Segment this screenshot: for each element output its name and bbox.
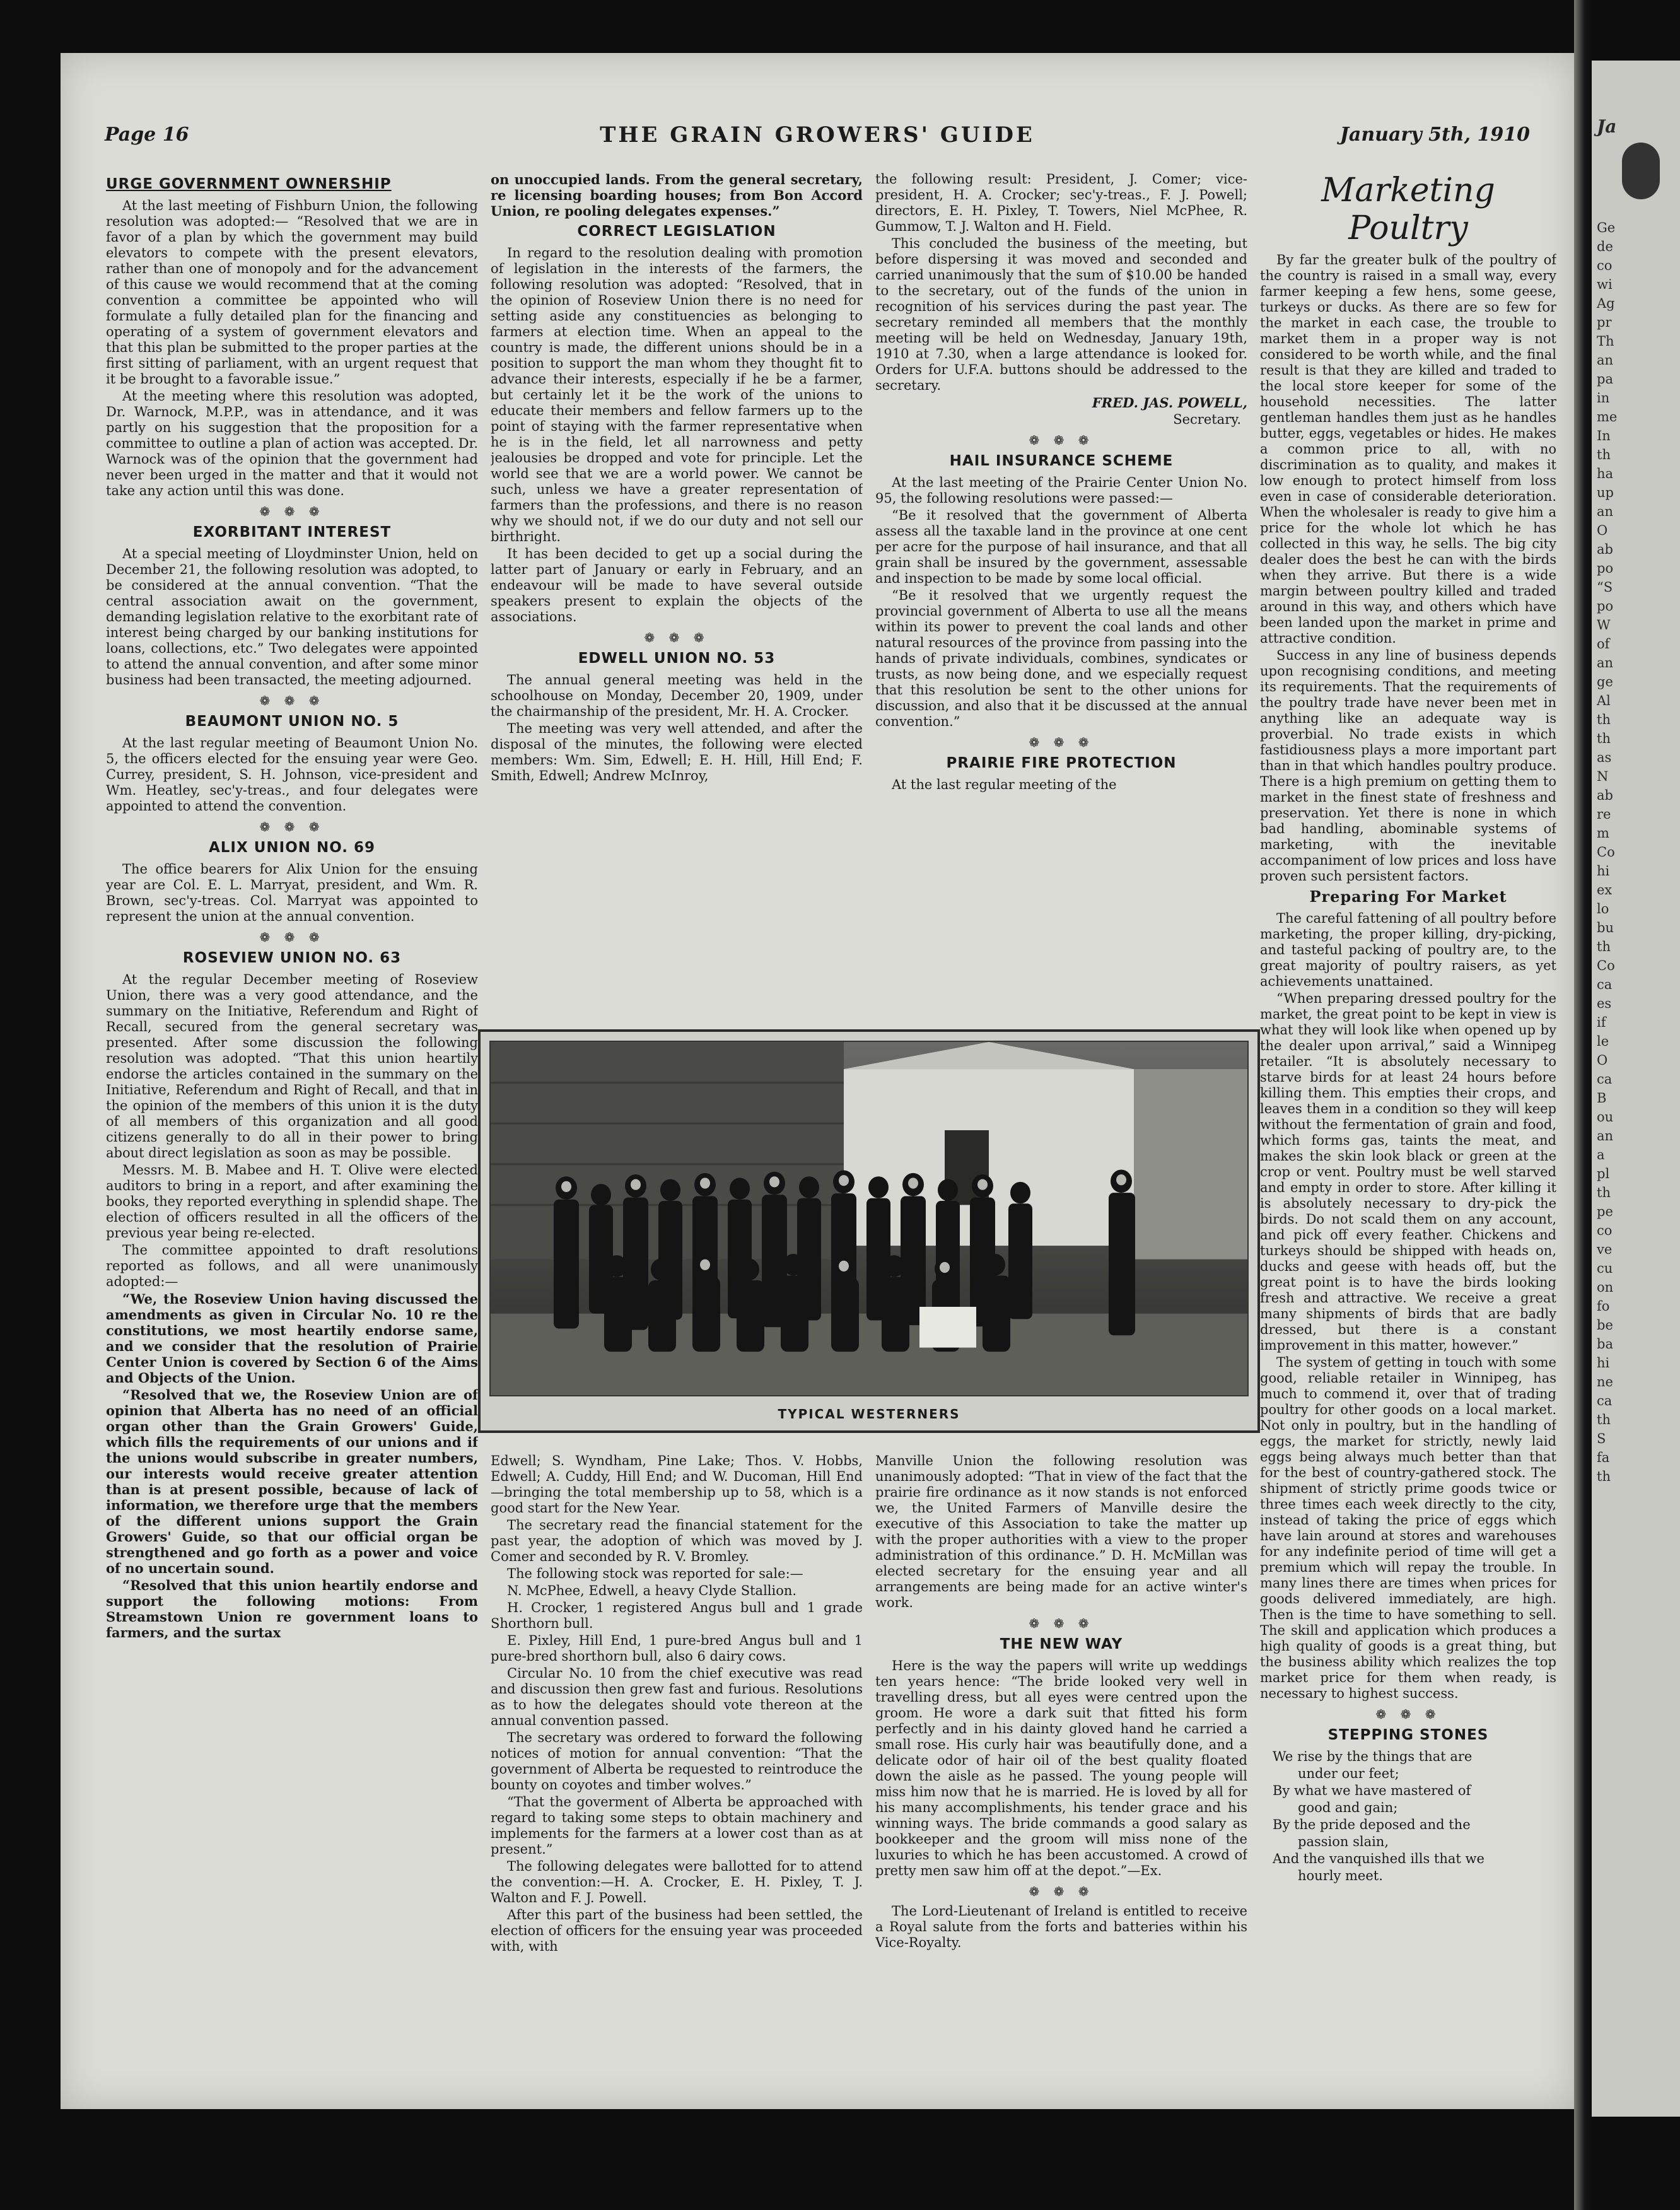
- adjacent-page-fragment: pl: [1597, 1166, 1610, 1181]
- section-divider: ❁ ❁ ❁: [1029, 1884, 1094, 1899]
- adjacent-page-fragment: po: [1597, 599, 1614, 614]
- column-3-continued: [875, 1453, 1247, 2090]
- adjacent-page-fragment: ge: [1597, 674, 1613, 689]
- adjacent-page-fragment: in: [1597, 390, 1610, 406]
- article-paragraph: “We, the Roseview Union having discussed the amendments as given in Circular No. 10 re the constitutions, we most heartily endorse same, and we consider that the resolution of Prairie Center Union is covered by Section 6 of the Aims and Objects of the Union.: [106, 1291, 478, 1386]
- article-paragraph: The system of getting in touch with some good, reliable retailer in Winnipeg, has much to commend it, over that of trading poultry for other goods on a local market. Not only in poultry, but in the handling of eggs, the market for strictly, newly laid eggs being always much better than that for the best of country-gathered stock. The shipment of strictly prime goods twice or three times each week directly to the city, instead of taking the price of eggs which have lain around at stores and warehouses for any indefinite period of time will get a premium which will repay the trouble. In many lines there are times when prices for goods delivered immediately, are high. Then is the time to have something to sell. The skill and application which produces a high quality of goods is a great thing, but the business ability which realizes the top market price for them when ready, is necessary to highest success.: [1260, 1355, 1556, 1701]
- adjacent-page-fragment: ba: [1597, 1336, 1613, 1352]
- adjacent-page-fragment: fa: [1597, 1450, 1610, 1465]
- section-divider: ❁ ❁ ❁: [259, 693, 325, 708]
- adjacent-page-text: [1597, 218, 1680, 1486]
- article-title-roseview-union: ROSEVIEW UNION NO. 63: [182, 950, 402, 966]
- article-title-correct-legislation: CORRECT LEGISLATION: [577, 223, 776, 240]
- article-paragraph: It has been decided to get up a social during the latter part of January or early in February, and an endeavour will be made to have several outside speakers present to explain the objects of the associations.: [491, 546, 863, 624]
- adjacent-page-fragment: up: [1597, 485, 1614, 500]
- adjacent-page-fragment: ca: [1597, 1072, 1613, 1087]
- article-paragraph: The secretary was ordered to forward the following notices of motion for annual convention: “That the government of Alberta be requested to reintroduce the bounty on coyotes and timber wolves.”: [491, 1730, 863, 1792]
- article-paragraph: N. McPhee, Edwell, a heavy Clyde Stallion.: [507, 1583, 797, 1598]
- article-paragraph: In regard to the resolution dealing with promotion of legislation in the interests of the farmers, the following resolution was adopted: “Resolved, that in the opinion of Roseview Union there is no need for setting aside any constituencies as belonging to farmers at election time. When an appeal to the country is made, the different unions should be in a position to support the man whom they thought fit to advance their interests, especially if he be a farmer, but certainly let it be the work of the unions to educate their members and fellow farmers up to the point of staying with the farmer representative when he is in the field, let all narrowness and petty jealousies be dropped and vote for principle. Let the world see that we are a world power. We cannot be such, unless we have a greater representation of farmers than the professions, and there is no reason why we should not, if we do our duty and not sell our birthright.: [491, 245, 863, 544]
- photograph-frame: [478, 1029, 1260, 1433]
- adjacent-page-portrait: [1622, 143, 1660, 199]
- article-paragraph: At the last meeting of Fishburn Union, the following resolution was adopted:— “Resolved that we are in favor of a plan by which the government may build elevators to compete with the present elevators, rather than one of monopoly and for the advancement of this cause we would recommend that at the coming convention a committee be appointed who will formulate a fully detailed plan for the financing and operating of a system of government elevators and that this plan be submitted to the proper parties at the first sitting of parliament, with an urgent request that it be brought to a favorable issue.”: [106, 198, 478, 387]
- adjacent-page-fragment: Co: [1597, 958, 1615, 973]
- article-title-alix-union: ALIX UNION NO. 69: [208, 839, 376, 856]
- article-paragraph: the following result: President, J. Comer; vice-president, H. A. Crocker; sec'y-treas., F. J. Powell; directors, E. H. Pixley, T. Towers, Niel McPhee, R. Gummow, T. J. Walton and H. Field.: [875, 172, 1247, 234]
- adjacent-page-fragment: th: [1597, 1185, 1611, 1200]
- poem-line: passion slain,: [1298, 1834, 1389, 1849]
- article-paragraph: Manville Union the following resolution was unanimously adopted: “That in view of the fact that the prairie fire ordinance as it now stands is not enforced we, the United Farmers of Manville desire the executive of this Association to take the matter up with the proper authorities with a view to the proper administration of this ordinance.” D. H. McMillan was elected secretary for the ensuing year and all arrangements are being made for an active winter's work.: [875, 1453, 1247, 1610]
- article-paragraph: The secretary read the financial statement for the past year, the adoption of which was moved by J. Comer and seconded by R. V. Bromley.: [491, 1517, 863, 1564]
- adjacent-page-fragment: Ge: [1597, 220, 1616, 235]
- article-paragraph: The annual general meeting was held in the schoolhouse on Monday, December 20, 1909, under the chairmanship of the president, Mr. H. A. Crocker.: [491, 672, 863, 719]
- section-divider: ❁ ❁ ❁: [1029, 433, 1094, 448]
- article-paragraph: The office bearers for Alix Union for the ensuing year are Col. E. L. Marryat, president, and Wm. R. Brown, sec'y-treas. Col. Marryat was appointed to represent the union at the annual convention.: [106, 862, 478, 924]
- adjacent-page-fragment: N: [1597, 769, 1609, 784]
- adjacent-page-fragment: th: [1597, 1412, 1611, 1427]
- adjacent-page-fragment: fo: [1597, 1299, 1610, 1314]
- section-divider: ❁ ❁ ❁: [259, 504, 325, 519]
- article-paragraph: The following delegates were ballotted for to attend the convention:—H. A. Crocker, E. H. Pixley, T. J. Walton and F. J. Powell.: [491, 1859, 863, 1905]
- article-paragraph: The meeting was very well attended, and after the disposal of the minutes, the following were elected members: Wm. Sim, Edwell; E. H. Hill, Hill End; F. Smith, Edwell; Andrew McInroy,: [491, 721, 863, 783]
- adjacent-page-fragment: ab: [1597, 542, 1613, 557]
- section-divider: ❁ ❁ ❁: [644, 630, 709, 645]
- adjacent-page-fragment: lo: [1597, 901, 1609, 916]
- article-paragraph: Edwell; S. Wyndham, Pine Lake; Thos. V. Hobbs, Edwell; A. Cuddy, Hill End; and W. Ducoman, Hill End—bringing the total membership up to 58, which is a good start for the New Year.: [491, 1453, 863, 1516]
- adjacent-page-fragment: Co: [1597, 845, 1615, 860]
- article-title-marketing-poultry: Marketing Poultry: [1321, 172, 1495, 247]
- signature-role: Secretary.: [1173, 412, 1241, 427]
- adjacent-page-fragment: m: [1597, 826, 1609, 841]
- adjacent-page-fragment: ca: [1597, 1393, 1613, 1408]
- newspaper-page: [61, 53, 1574, 2109]
- adjacent-page-fragment: me: [1597, 409, 1618, 424]
- poem-line: We rise by the things that are: [1273, 1749, 1473, 1764]
- adjacent-page-fragment: an: [1597, 1128, 1614, 1143]
- poem: [1260, 1749, 1556, 1884]
- adjacent-page-fragment: on: [1597, 1280, 1614, 1295]
- article-paragraph: By far the greater bulk of the poultry of the country is raised in a small way, every farmer keeping a few hens, some geese, turkeys or ducks. As there are so few for the market in each case, the trouble to market them in a proper way is not considered to be worth while, and the final result is that they are killed and traded to the local store keeper for some of the household necessities. The latter gentleman handles them just as he handles butter, eggs, vegetables or hides. He makes a common price to all, with no discrimination as to quality, and makes it low enough to protect himself from loss even in case of considerable deterioration. When the wholesaler is ready to give him a price for the whole lot which he has collected in this way, he sells. The big city dealer does the best he can with the birds when they arrive. But there is a wide margin between poultry killed and traded around in this way, and others which have been landed upon the market in prime and attractive condition.: [1260, 252, 1556, 646]
- adjacent-page-fragment: of: [1597, 636, 1610, 652]
- adjacent-page-fragment: ha: [1597, 466, 1614, 481]
- section-divider: ❁ ❁ ❁: [1375, 1707, 1441, 1722]
- adjacent-page-fragment: th: [1597, 1469, 1611, 1484]
- adjacent-page-fragment: pr: [1597, 315, 1612, 330]
- article-title-prairie-fire: PRAIRIE FIRE PROTECTION: [946, 755, 1177, 771]
- article-paragraph: on unoccupied lands. From the general secretary, re licensing boarding houses; from Bon Accord Union, re pooling delegates expenses.”: [491, 172, 863, 219]
- article-paragraph: Here is the way the papers will write up weddings ten years hence: “The bride looked very well in travelling dress, but all eyes were centred upon the groom. He wore a dark suit that fitted his form perfectly and in his dainty gloved hand he carried a small rose. His curly hair was beautifully done, and a delicate odor of hair oil of the best quality floated down the aisle as he passed. The young people will miss him now that he is married. He is loved by all for his many accomplishments, his tender grace and his winning ways. The bride commands a good salary as bookkeeper and the groom will miss none of the luxuries to which he has been accustomed. A crowd of pretty men saw him off at the depot.”—Ex.: [875, 1658, 1247, 1878]
- article-paragraph: H. Crocker, 1 registered Angus bull and 1 grade Shorthorn bull.: [491, 1600, 863, 1631]
- adjacent-page-fragment: pe: [1597, 1204, 1613, 1219]
- article-paragraph: The committee appointed to draft resolutions reported as follows, and all were unanimously adopted:—: [106, 1242, 478, 1289]
- section-divider: ❁ ❁ ❁: [259, 930, 325, 945]
- adjacent-page-fragment: co: [1597, 1223, 1613, 1238]
- adjacent-page-fragment: hi: [1597, 1355, 1610, 1371]
- adjacent-page-fragment: le: [1597, 1034, 1609, 1049]
- adjacent-page-fragment: Ag: [1597, 296, 1615, 311]
- article-paragraph: At the last regular meeting of the: [892, 777, 1117, 792]
- adjacent-page-fragment: th: [1597, 939, 1611, 954]
- article-paragraph: At a special meeting of Lloydminster Union, held on December 21, the following resolution was adopted, to be considered at the annual convention. “That the central association await on the government, demanding legislation relative to the exorbitant rate of interest being charged by our banking institutions for loans, collections, etc.” Two delegates were appointed to attend the annual convention, and after some minor business had been transacted, the meeting adjourned.: [106, 546, 478, 687]
- article-paragraph: After this part of the business had been settled, the election of officers for the ensuing year was proceeded with, with: [491, 1907, 863, 1954]
- adjacent-page-fragment: pa: [1597, 371, 1613, 387]
- adjacent-page-fragment: ve: [1597, 1242, 1613, 1257]
- article-paragraph: “Be it resolved that we urgently request the provincial government of Alberta to use all the means within its power to prevent the coal lands and other natural resources of the province from passing into the hands of private individuals, combines, syndicates or trusts, as now being done, and we especially request that this resolution be sent to the other unions for discussion, and also that it be discussed at the annual convention.”: [875, 588, 1247, 729]
- column-2-continued: [491, 1453, 863, 2090]
- adjacent-page-fragment: ou: [1597, 1109, 1614, 1125]
- adjacent-page-fragment: th: [1597, 447, 1611, 462]
- article-paragraph: Messrs. M. B. Mabee and H. T. Olive were elected auditors to bring in a report, and after examining the books, they reported everything in splendid shape. The election of officers resulted in all the officers of the previous year being re-elected.: [106, 1162, 478, 1241]
- masthead-title: THE GRAIN GROWERS' GUIDE: [600, 122, 1035, 148]
- adjacent-page-fragment: Th: [1597, 334, 1614, 349]
- poem-line: By what we have mastered of: [1273, 1783, 1471, 1798]
- adjacent-page-header: Ja: [1597, 116, 1617, 137]
- poem-line: hourly meet.: [1298, 1868, 1383, 1883]
- binding-gutter: [1574, 0, 1592, 2210]
- adjacent-page-fragment: th: [1597, 731, 1611, 746]
- adjacent-page-fragment: an: [1597, 353, 1614, 368]
- column-4: [1260, 172, 1556, 2089]
- poem-line: And the vanquished ills that we: [1273, 1851, 1485, 1866]
- adjacent-page-fragment: “S: [1597, 580, 1613, 595]
- photo-caption: TYPICAL WESTERNERS: [778, 1406, 960, 1422]
- adjacent-page-fragment: an: [1597, 504, 1614, 519]
- page-number: Page 16: [105, 124, 189, 146]
- adjacent-page-fragment: In: [1597, 428, 1611, 443]
- poem-line: good and gain;: [1298, 1800, 1398, 1815]
- article-paragraph: At the last regular meeting of Beaumont Union No. 5, the officers elected for the ensuing year were Geo. Currey, president, S. H. Johnson, vice-president and Wm. Heatley, sec'y-treas., and four delegates were appointed to attend the convention.: [106, 735, 478, 814]
- adjacent-page-fragment: as: [1597, 750, 1612, 765]
- article-paragraph: “That the goverment of Alberta be approached with regard to taking some steps to obtain machinery and implements for the farmers at a lower cost than as at present.”: [491, 1794, 863, 1857]
- article-paragraph: “Resolved that this union heartily endorse and support the following motions: From Streamstown Union re government loans to farmers, and the surtax: [106, 1577, 478, 1640]
- article-paragraph: At the meeting where this resolution was adopted, Dr. Warnock, M.P.P., was in attendance, and it was partly on his suggestion that the proposition for a committee to outline a plan of action was accepted. Dr. Warnock was of the opinion that the government had never been urged in the matter and that it would not take any action until this was done.: [106, 389, 478, 498]
- adjacent-page-fragment: ab: [1597, 788, 1613, 803]
- adjacent-page-fragment: ne: [1597, 1374, 1613, 1389]
- adjacent-page-fragment: th: [1597, 712, 1611, 727]
- adjacent-page-fragment: de: [1597, 239, 1613, 254]
- adjacent-page-edge: [1592, 61, 1680, 2117]
- poem-line: under our feet;: [1298, 1766, 1399, 1781]
- column-1: [106, 172, 478, 2089]
- poem-line: By the pride deposed and the: [1273, 1817, 1471, 1832]
- issue-date: January 5th, 1910: [1339, 124, 1530, 146]
- article-paragraph: The following stock was reported for sale:—: [507, 1566, 803, 1581]
- article-paragraph: “Be it resolved that the government of Alberta assess all the taxable land in the province at one cent per acre for the purpose of hail insurance, and that all grain shall be insured by the government, assessable and inspection to be made by some local official.: [875, 508, 1247, 586]
- adjacent-page-fragment: Al: [1597, 693, 1611, 708]
- column-3: [875, 172, 1247, 1017]
- adjacent-page-fragment: S: [1597, 1431, 1606, 1446]
- article-title-edwell-union: EDWELL UNION NO. 53: [578, 650, 776, 667]
- adjacent-page-fragment: ca: [1597, 977, 1613, 992]
- adjacent-page-fragment: if: [1597, 1015, 1606, 1030]
- article-title-hail-insurance: HAIL INSURANCE SCHEME: [949, 453, 1174, 469]
- section-divider: ❁ ❁ ❁: [259, 819, 325, 834]
- section-divider: ❁ ❁ ❁: [1029, 1616, 1094, 1631]
- signature-name: FRED. JAS. POWELL,: [1092, 395, 1247, 411]
- adjacent-page-fragment: hi: [1597, 863, 1610, 879]
- article-paragraph: “When preparing dressed poultry for the market, the great point to be kept in view is what they will look like when opened up by the dealer upon arrival,” said a Winnipeg retailer. “It is absolutely necessary to starve birds for at least 24 hours before killing them. This empties their crops, and leaves them in a condition so they will keep without the fermentation of grain and food, which forms gas, taints the meat, and makes the skin look black or green at the crop or vent. Poultry must be well starved and empty in order to store. After killing it is absolutely necessary to dry-pick the birds. Do not scald them on any account, and pick off every feather. Chickens and turkeys should be shipped with heads on, ducks and geese with heads off, but the great point is to have the birds looking fresh and attractive. We receive a great many shipments of birds that are badly dressed, but there is a constant improvement in this matter, however.”: [1260, 991, 1556, 1353]
- adjacent-page-fragment: re: [1597, 807, 1611, 822]
- adjacent-page-fragment: a: [1597, 1147, 1605, 1162]
- adjacent-page-fragment: ex: [1597, 882, 1613, 897]
- adjacent-page-fragment: co: [1597, 258, 1613, 273]
- adjacent-page-fragment: be: [1597, 1318, 1613, 1333]
- adjacent-page-fragment: cu: [1597, 1261, 1613, 1276]
- article-paragraph: At the regular December meeting of Roseview Union, there was a very good attendance, and the summary on the Initiative, Referendum and Right of Recall, secured from the general secretary was presented. After some discussion the following resolution was adopted. “That this union heartily endorse the articles contained in the summary on the Initiative, Referendum and Right of Recall, and that in the opinion of the members of this union it is the duty of all members of this organization and all good citizens generally to do all in their power to bring about direct legislation as soon as may be possible.: [106, 972, 478, 1161]
- article-title-beaumont-union: BEAUMONT UNION NO. 5: [185, 713, 399, 730]
- adjacent-page-fragment: an: [1597, 655, 1614, 670]
- column-2: [491, 172, 863, 1017]
- article-paragraph: The careful fattening of all poultry before marketing, the proper killing, dry-picking, and tasteful packing of poultry are, to the great majority of poultry raisers, as yet achievements unattained.: [1260, 911, 1556, 989]
- article-paragraph: The Lord-Lieutenant of Ireland is entitled to receive a Royal salute from the forts and batteries within his Vice-Royalty.: [875, 1903, 1247, 1950]
- adjacent-page-fragment: es: [1597, 996, 1612, 1011]
- group-photo-image: [491, 1042, 1247, 1395]
- section-divider: ❁ ❁ ❁: [1029, 735, 1094, 750]
- adjacent-page-fragment: W: [1597, 617, 1611, 633]
- article-paragraph: Circular No. 10 from the chief executive was read and discussion then grew fast and furious. Resolutions as to how the delegates should vote thereon at the annual convention passed.: [491, 1666, 863, 1728]
- article-paragraph: E. Pixley, Hill End, 1 pure-bred Angus bull and 1 pure-bred shorthorn bull, also 6 dairy cows.: [491, 1633, 863, 1664]
- poem-title-stepping-stones: STEPPING STONES: [1327, 1727, 1489, 1743]
- article-title-urge-government-ownership: URGE GOVERNMENT OWNERSHIP: [106, 176, 392, 192]
- article-paragraph: Success in any line of business depends upon recognising conditions, and meeting its requirements. That the requirements of the poultry trade have never been met in anything like an adequate way is proverbial. No trade exists in which fastidiousness plays a more important part than in that which handles poultry produce. There is a high premium on getting them to market in the finest state of freshness and preservation. Yet there is none in which bad handling, abominable systems of marketing, with the inevitable accompaniment of low prices and loss have proven such persistent factors.: [1260, 648, 1556, 884]
- article-paragraph: This concluded the business of the meeting, but before dispersing it was moved and seconded and carried unanimously that the sum of $10.00 be handed to the secretary, out of the funds of the union in recognition of his services during the past year. The secretary reminded all members that the monthly meeting will be held on Wednesday, January 19th, 1910 at 7.30, when a large attendance is looked for. Orders for U.F.A. buttons should be addressed to the secretary.: [875, 236, 1247, 393]
- article-paragraph: At the last meeting of the Prairie Center Union No. 95, the following resolutions were passed:—: [875, 475, 1247, 506]
- article-paragraph: “Resolved that we, the Roseview Union are of opinion that Alberta has no need of an official organ other than the Grain Growers' Guide, which fills the requirements of our unions and if the unions would subscribe in greater numbers, our interests would receive greater attention than is at present possible, because of lack of information, we therefore urge that the members of the different unions support the Grain Growers' Guide, so that our official organ be strengthened and go forth as a power and voice of no uncertain sound.: [106, 1387, 478, 1576]
- group-photograph: [489, 1041, 1249, 1396]
- adjacent-page-fragment: wi: [1597, 277, 1613, 292]
- subheading-preparing-for-market: Preparing For Market: [1309, 887, 1507, 906]
- adjacent-page-fragment: po: [1597, 561, 1614, 576]
- adjacent-page-fragment: bu: [1597, 920, 1614, 935]
- adjacent-page-fragment: O: [1597, 1053, 1608, 1068]
- article-title-the-new-way: THE NEW WAY: [1000, 1636, 1123, 1652]
- article-title-exorbitant-interest: EXORBITANT INTEREST: [192, 524, 392, 541]
- adjacent-page-fragment: B: [1597, 1090, 1607, 1106]
- adjacent-page-fragment: O: [1597, 523, 1608, 538]
